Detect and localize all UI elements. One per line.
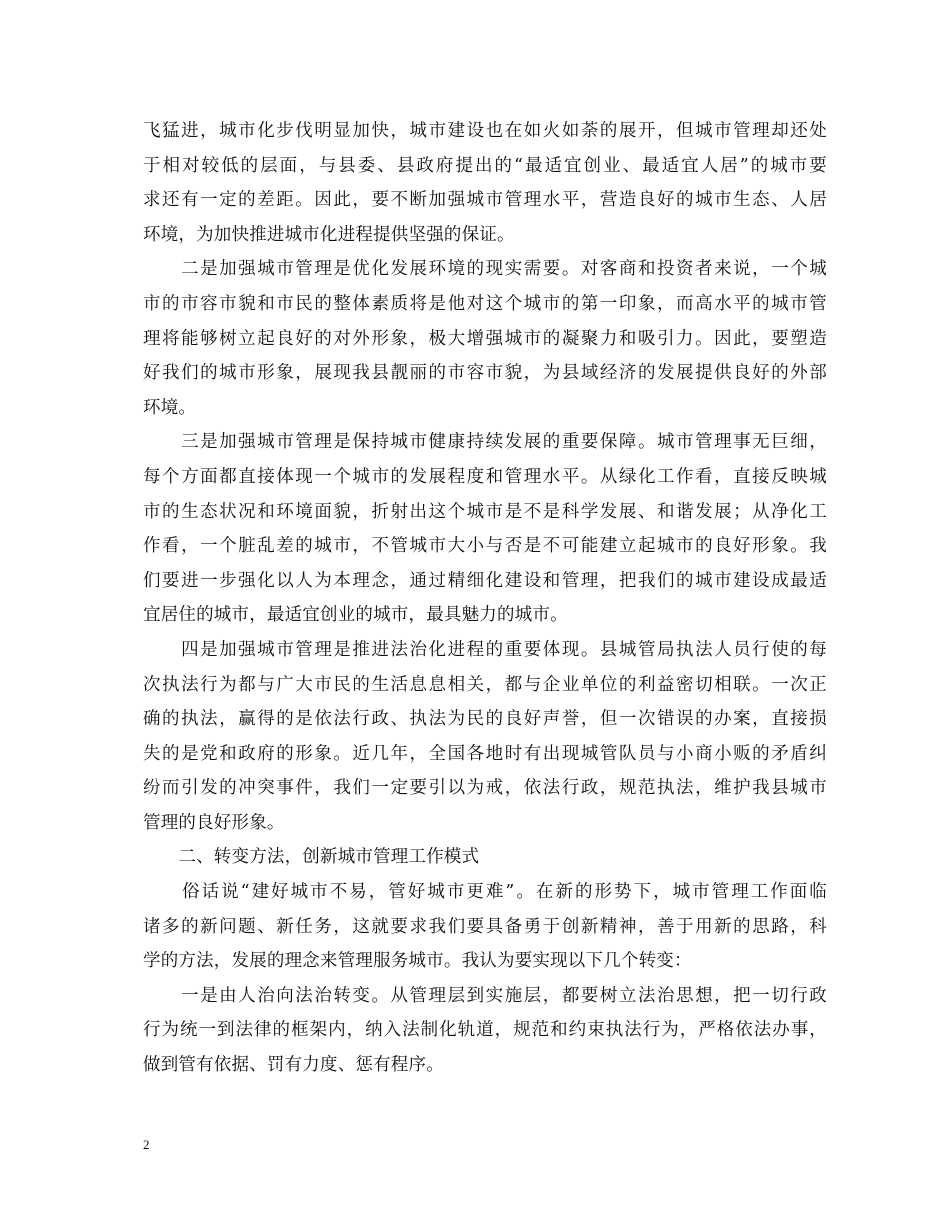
text-line: 作看，一个脏乱差的城市，不管城市大小与否是不可能建立起城市的良好形象。我: [143, 536, 827, 557]
text-line: 二是加强城市管理是优化发展环境的现实需要。对客商和投资者来说，一个城: [143, 259, 827, 280]
text-line: 俗话说“建好城市不易，管好城市更难”。在新的形势下，城市管理工作面临: [143, 882, 827, 903]
text-line: 于相对较低的层面，与县委、县政府提出的“最适宜创业、最适宜人居”的城市要: [143, 155, 827, 176]
text-line: 纷而引发的冲突事件，我们一定要引以为戒，依法行政，规范执法，维护我县城市: [143, 778, 827, 799]
text-line: 失的是党和政府的形象。近几年，全国各地时有出现城管队员与小商小贩的矛盾纠: [143, 743, 827, 764]
text-line: 一是由人治向法治转变。从管理层到实施层，都要树立法治思想，把一切行政: [143, 985, 827, 1006]
page-number: 2: [143, 1137, 150, 1152]
text-line: 市的生态状况和环境面貌，折射出这个城市是不是科学发展、和谐发展；从净化工: [143, 501, 827, 522]
text-line: 市的市容市貌和市民的整体素质将是他对这个城市的第一印象，而高水平的城市管: [143, 293, 827, 314]
text-line: 环境，为加快推进城市化进程提供坚强的保证。: [143, 224, 515, 245]
text-line: 二、转变方法，创新城市管理工作模式: [143, 847, 480, 868]
text-line: 做到管有依据、罚有力度、惩有程序。: [143, 1055, 444, 1076]
text-line: 诸多的新问题、新任务，这就要求我们要具备勇于创新精神，善于用新的思路，科: [143, 916, 827, 937]
text-line: 学的方法，发展的理念来管理服务城市。我认为要实现以下几个转变：: [143, 951, 692, 972]
text-line: 理将能够树立起良好的对外形象，极大增强城市的凝聚力和吸引力。因此，要塑造: [143, 328, 827, 349]
text-line: 飞猛进，城市化步伐明显加快，城市建设也在如火如荼的展开，但城市管理却还处: [143, 121, 827, 141]
text-line: 好我们的城市形象，展现我县靓丽的市容市貌，为县域经济的发展提供良好的外部: [143, 363, 827, 384]
text-line: 确的执法，赢得的是依法行政、执法为民的良好声誉，但一次错误的办案，直接损: [143, 709, 827, 730]
text-line: 管理的良好形象。: [143, 812, 285, 833]
text-line: 三是加强城市管理是保持城市健康持续发展的重要保障。城市管理事无巨细，: [143, 432, 827, 453]
document-body: [143, 114, 827, 1083]
text-line: 每个方面都直接体现一个城市的发展程度和管理水平。从绿化工作看，直接反映城: [143, 466, 827, 487]
text-line: 行为统一到法律的框架内，纳入法制化轨道，规范和约束执法行为，严格依法办事，: [143, 1020, 827, 1041]
text-line: 求还有一定的差距。因此，要不断加强城市管理水平，营造良好的城市生态、人居: [143, 190, 827, 211]
text-line: 四是加强城市管理是推进法治化进程的重要体现。县城管局执法人员行使的每: [143, 639, 827, 660]
text-line: 宜居住的城市，最适宜创业的城市，最具魅力的城市。: [143, 605, 568, 626]
text-line: 环境。: [143, 397, 197, 418]
text-line: 们要进一步强化以人为本理念，通过精细化建设和管理，把我们的城市建设成最适: [143, 570, 827, 591]
text-line: 次执法行为都与广大市民的生活息息相关，都与企业单位的利益密切相联。一次正: [143, 674, 827, 695]
